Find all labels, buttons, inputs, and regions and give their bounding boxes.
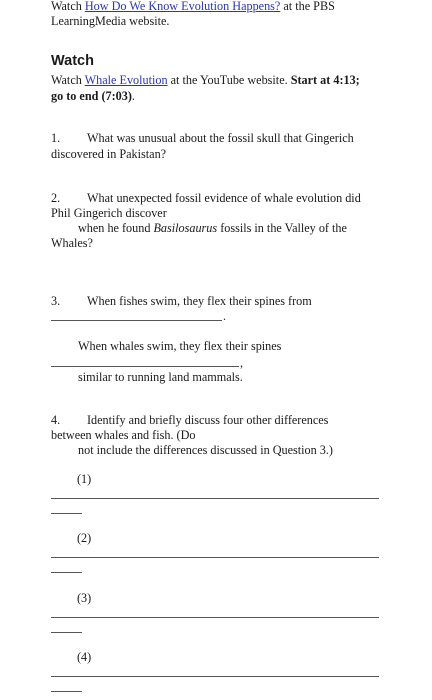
answer-item-1-line-short[interactable]: [51, 513, 82, 514]
question-3-answer-blank-2[interactable]: [51, 366, 239, 367]
question-2-line-3-prefix: when he found: [78, 221, 154, 235]
watch-middle: at the YouTube website.: [167, 73, 291, 87]
pbs-video-link[interactable]: How Do We Know Evolution Happens?: [84, 0, 281, 13]
question-2-line-3: [78, 221, 347, 236]
watch-instructions: [51, 73, 360, 88]
watch-instructions-line-2: [51, 89, 135, 104]
intro-suffix: at the PBS: [280, 0, 335, 13]
question-4-line-3: not include the differences discussed in Question 3.): [78, 443, 333, 457]
watch-prefix: Watch: [51, 73, 85, 87]
question-3-blank-1-end: .: [223, 309, 227, 323]
answer-item-1-label: (1): [77, 472, 92, 486]
question-4: [51, 413, 328, 428]
question-3-line-1: When fishes swim, they flex their spines from: [87, 294, 312, 308]
question-3-answer-blank-1[interactable]: [51, 320, 222, 321]
answer-item-3-line-short[interactable]: [51, 632, 82, 633]
basilosaurus-term: Basilosaurus: [153, 221, 218, 235]
question-3-number: 3.: [51, 294, 61, 308]
answer-item-3-label: (3): [77, 591, 92, 605]
watch-heading: Watch: [51, 53, 94, 69]
question-3-line-3: similar to running land mammals.: [78, 370, 243, 384]
question-4-number: 4.: [51, 413, 61, 427]
question-2-number: 2.: [51, 191, 61, 205]
answer-item-4-line-short[interactable]: [51, 691, 82, 692]
question-4-line-2: between whales and fish. (Do: [51, 428, 196, 442]
question-3-blank-2-end: ,: [240, 356, 244, 370]
question-2-line-4: Whales?: [51, 236, 93, 250]
answer-item-3-line[interactable]: [51, 617, 379, 618]
question-4-line-1: Identify and briefly discuss four other differences: [87, 413, 329, 427]
question-2: [51, 191, 361, 206]
question-1-line-2: discovered in Pakistan?: [51, 147, 167, 161]
question-1-line-1: What was unusual about the fossil skull that Gingerich: [87, 131, 354, 145]
answer-item-2-label: (2): [77, 531, 92, 545]
whale-evolution-link[interactable]: Whale Evolution: [84, 73, 168, 87]
answer-item-2-line-short[interactable]: [51, 572, 82, 573]
question-2-line-1: What unexpected fossil evidence of whale evolution did: [87, 191, 361, 205]
answer-item-4-line[interactable]: [51, 676, 379, 677]
intro-text: [51, 0, 335, 14]
question-2-line-3-suffix: fossils in the Valley of the: [217, 221, 347, 235]
watch-start-time: Start at 4:13;: [290, 73, 360, 87]
intro-line-2: LearningMedia website.: [51, 14, 170, 28]
question-2-line-2: Phil Gingerich discover: [51, 206, 167, 220]
intro-prefix: Watch: [51, 0, 85, 13]
question-1-number: 1.: [51, 131, 61, 145]
watch-end-period: .: [131, 89, 135, 103]
watch-end-time: go to end (7:03): [51, 89, 132, 103]
answer-item-1-line[interactable]: [51, 498, 379, 499]
answer-item-2-line[interactable]: [51, 557, 379, 558]
answer-item-4-label: (4): [77, 650, 92, 664]
question-1: [51, 131, 354, 146]
question-3: [51, 294, 312, 309]
question-3-line-2: When whales swim, they flex their spines: [78, 339, 282, 353]
